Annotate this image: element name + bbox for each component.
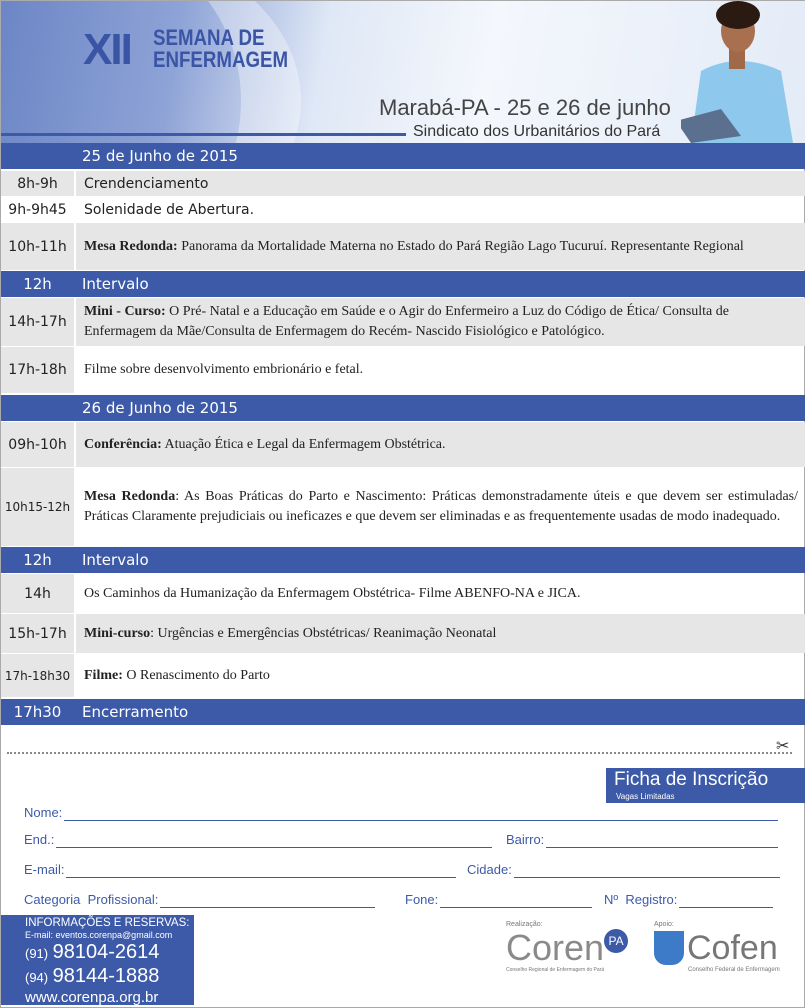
description-cell: Conferência: Atuação Ética e Legal da Enfermagem Obstétrica. <box>74 422 805 467</box>
description-cell: Filme sobre desenvolvimento embrionário e fetal. <box>74 347 805 393</box>
time-cell: 10h-11h <box>8 238 67 255</box>
closing-row: 17h30 Encerramento <box>1 699 805 725</box>
name-field[interactable]: Nome: <box>24 805 778 821</box>
website: www.corenpa.org.br <box>25 989 159 1005</box>
time-cell: 14h <box>1 574 74 613</box>
address-field[interactable]: End.: <box>24 832 492 848</box>
description-cell: Mesa Redonda: Panorama da Mortalidade Materna no Estado do Pará Região Lago Tucuruí. Representante Regional <box>74 223 805 270</box>
break-row: 12h Intervalo <box>1 271 805 297</box>
time-cell: 09h-10h <box>8 436 67 453</box>
info-title: INFORMAÇÕES E RESERVAS: <box>25 917 190 929</box>
registration-title <box>606 768 805 803</box>
time-cell: 8h-9h <box>17 175 58 192</box>
day2-header <box>1 395 805 421</box>
category-field[interactable]: Categoria Profissional: <box>24 892 375 908</box>
description-cell: Crendenciamento <box>74 171 805 196</box>
description-cell: Mini - Curso: O Pré- Natal e a Educação em Saúde e o Agir do Enfermeiro a Luz do Código de Ética/ Consulta de Enfermagem da Mãe/Consulta de Enfermagem do Recém- Nascido Fisiológico e Patológico. <box>74 298 805 346</box>
coren-logo: Realização: Coren PA Conselho Regional de Enfermagem do Pará <box>506 921 628 973</box>
divider <box>1 133 406 136</box>
table-row <box>1 347 805 393</box>
phone-field[interactable]: Fone: <box>405 892 592 908</box>
break-row: 12h Intervalo <box>1 547 805 573</box>
place-date: Marabá-PA - 25 e 26 de junho <box>379 95 671 120</box>
header-banner <box>1 1 805 143</box>
description-cell: Filme: O Renascimento do Parto <box>74 654 805 697</box>
time-cell: 14h-17h <box>8 314 67 330</box>
day-label: 25 de Junho de 2015 <box>82 147 238 165</box>
table-row <box>1 468 805 546</box>
form-subtitle: Vagas Limitadas <box>616 792 675 801</box>
form-title: Ficha de Inscrição <box>614 769 769 790</box>
email-field[interactable]: E-mail: <box>24 862 456 878</box>
table-row <box>1 298 805 346</box>
cut-line <box>7 752 792 754</box>
neighborhood-field[interactable]: Bairro: <box>506 832 778 848</box>
cofen-logo: Apoio: Cofen Conselho Federal de Enfermagem <box>654 921 780 973</box>
time-cell: 17h-18h <box>1 347 74 393</box>
time-cell: 9h-9h45 <box>8 201 67 218</box>
table-row <box>1 197 805 222</box>
description-cell: Mini-curso: Urgências e Emergências Obstétricas/ Reanimação Neonatal <box>74 614 805 653</box>
shield-icon <box>654 931 684 965</box>
registration-number-field[interactable]: Nº Registro: <box>604 892 773 908</box>
info-email: E-mail: eventos.corenpa@gmail.com <box>25 930 173 940</box>
table-row <box>1 654 805 697</box>
table-row <box>1 422 805 467</box>
day-label: 26 de Junho de 2015 <box>82 399 238 417</box>
table-row <box>1 614 805 653</box>
phone-2: (94) 98144-1888 <box>25 965 160 987</box>
description-cell: Mesa Redonda: As Boas Práticas do Parto e Nascimento: Práticas demonstradamente úteis e que devem ser estimuladas/ Práticas Claramente prejudiciais ou ineficazes e que devem ser eliminadas e as frequentemente usadas de modo inadequado. <box>74 468 805 546</box>
event-title <box>153 27 288 71</box>
event-title-line2: ENFERMAGEM <box>153 47 289 72</box>
edition-number: XII <box>83 25 131 74</box>
table-row <box>1 574 805 613</box>
decorative-swoosh <box>1 1 301 143</box>
scissors-icon: ✂ <box>776 736 790 755</box>
table-row <box>1 223 805 270</box>
city-field[interactable]: Cidade: <box>467 862 780 878</box>
table-row <box>1 171 805 196</box>
venue: Sindicato dos Urbanitários do Pará <box>413 123 661 140</box>
time-cell: 10h15-12h <box>1 468 74 546</box>
info-box <box>1 915 194 1005</box>
day1-header <box>1 143 805 169</box>
time-cell: 17h-18h30 <box>1 654 74 697</box>
phone-1: (91) 98104-2614 <box>25 941 160 963</box>
event-title-line1: SEMANA DE <box>153 25 265 50</box>
description-cell: Os Caminhos da Humanização da Enfermagem Obstétrica- Filme ABENFO-NA e JICA. <box>74 574 805 613</box>
description-cell: Solenidade de Abertura. <box>74 197 805 222</box>
time-cell: 15h-17h <box>8 625 67 642</box>
nurse-photo <box>681 1 796 143</box>
